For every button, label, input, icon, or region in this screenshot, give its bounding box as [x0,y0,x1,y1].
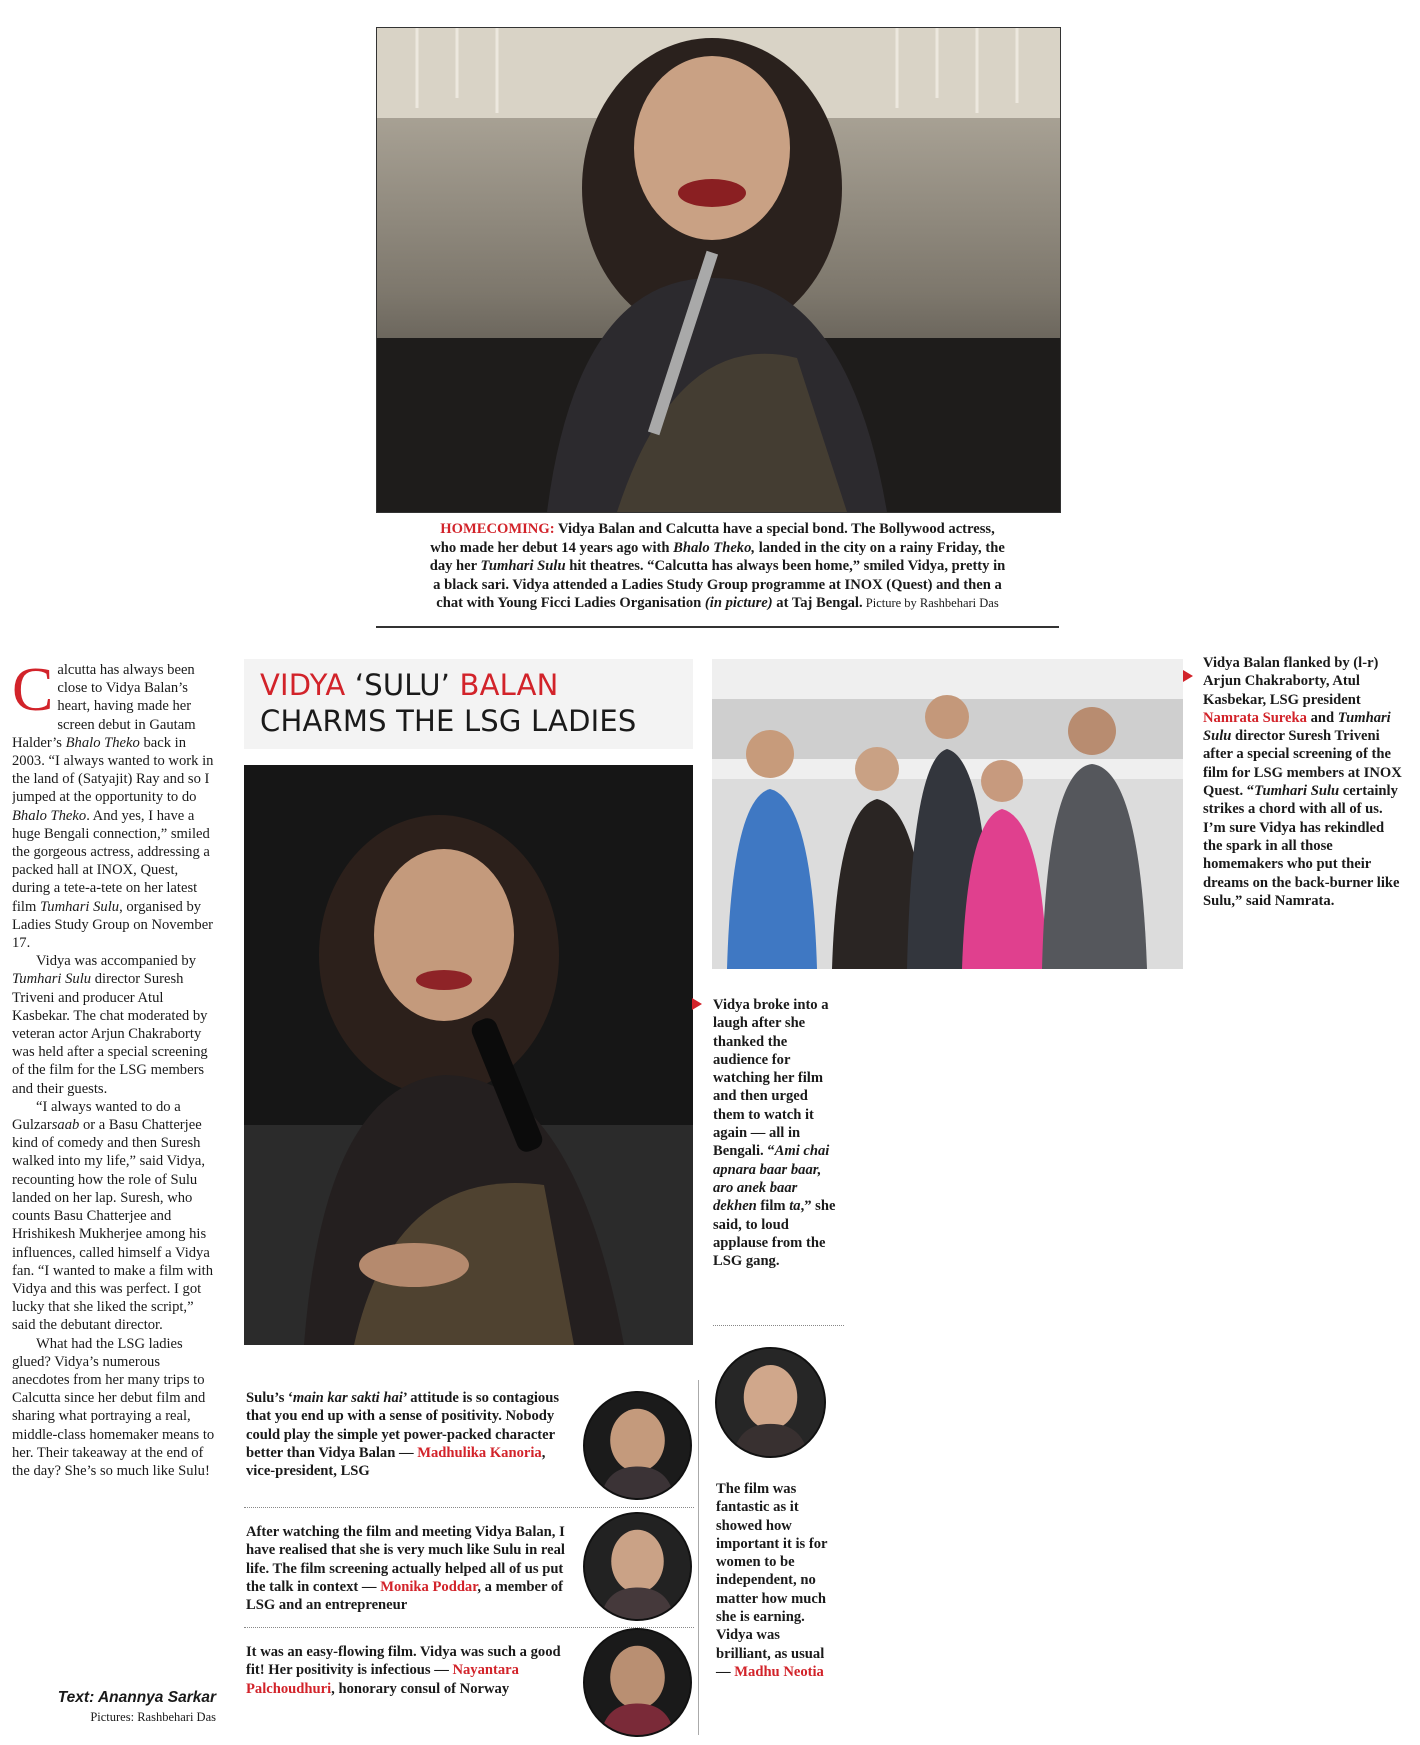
pictures-credit: Pictures: Rashbehari Das [90,1710,216,1724]
quote-divider-1 [244,1507,694,1508]
top-photo-caption: HOMECOMING: Vidya Balan and Calcutta have a special bond. The Bollywood actress, who made her debut 14 years ago with Bhalo Theko, landed in the city on a rainy Friday, the day her Tumhari Sulu hit theatres. “Calcutta has always been home,” smiled Vidya, pretty in a black sari. Vidya attended a Ladies Study Group programme at INOX (Quest) and then a chat with Young Ficci Ladies Organisation (in picture) at Taj Bengal. Picture by Rashbehari Das [429,521,1006,612]
group-photo [712,659,1183,969]
column-divider [698,1380,699,1735]
pointer-triangle-group [1183,670,1193,682]
quote-madhulika: Sulu’s ‘main kar sakti hai’ attitude is so contagious that you end up with a sense of positivity. Nobody could play the simple yet power-packed character better than Vidya Balan — Madhulika Kanoria, vice-president, LSG [246,1390,560,1480]
caption-divider [376,626,1059,628]
photo-credit: Picture by Rashbehari Das [862,596,999,611]
middle-photo-vidya-smiling [244,765,693,1345]
avatar-monika [583,1512,692,1621]
quote-divider-2 [244,1627,694,1628]
pointer-triangle-laugh [692,998,702,1010]
dropcap: C [12,661,54,724]
quote-monika: After watching the film and meeting Vidya Balan, I have realised that she is very much like Sulu in real life. The film screening actually helped all of us put the talk in context — Monika Poddar, a member of LSG and an entrepreneur [246,1524,565,1614]
headline-box [244,659,693,749]
quote-madhu: The film was fantastic as it showed how important it is for women to be independent, no matter how much she is earning. Vidya was brilliant, as usual — Madhu Neotia [716,1481,828,1680]
laugh-caption: Vidya broke into a laugh after she thanked the audience for watching her film and then urged them to watch it again — all in Bengali. “Ami chai apnara baar baar, aro anek baar dekhen film ta,” she said, to loud applause from the LSG gang. [713,997,836,1270]
avatar-madhulika [583,1391,692,1500]
article-body: Calcutta has always been close to Vidya Balan’s heart, having made her screen debut in Gautam Halder’s Bhalo Theko back in 2003. “I always wanted to work in the land of (Satyajit) Ray and so I jumped at the opportunity to do Bhalo Theko. And yes, I have a huge Bengali connection,” smiled the gorgeous actress, addressing a packed hall at INOX, Quest, during a tete-a-tete on her latest film Tumhari Sulu, organised by Ladies Study Group on November 17. Vidya was accompanied by Tumhari Sulu director Suresh Triveni and producer Atul Kasbekar. The chat moderated by veteran actor Arjun Chakraborty was held after a special screening of the film for the LSG members and their guests. “I always wanted to do a Gulzarsaab or a Basu Chatterjee kind of comedy and then Suresh walked into my life,” said Vidya, recounting how the role of Sulu landed on her lap. Suresh, who counts Basu Chatterjee and Hrishikesh Mukherjee among his influences, called himself a Vidya fan. “I wanted to make a film with Vidya and this was perfect. I got lucky that she liked the script,” said the debutant director. What had the LSG ladies glued? Vidya’s numerous anecdotes from her many trips to Calcutta since her debut film and sharing what portraying a real, middle-class homemaker means to her. Their takeaway at the end of the day? She’s so much like Sulu! [12,661,215,1479]
caption-lead: HOMECOMING: [440,521,555,537]
laugh-caption-divider [713,1325,844,1326]
byline: Text: Anannya Sarkar [57,1689,216,1706]
headline: VIDYA ‘SULU’ BALAN CHARMS THE LSG LADIES [260,668,637,738]
group-photo-caption: Vidya Balan flanked by (l-r) Arjun Chakraborty, Atul Kasbekar, LSG president Namrata Sureka and Tumhari Sulu director Suresh Triveni after a special screening of the film for LSG members at INOX Quest. “Tumhari Sulu certainly strikes a chord with all of us. I’m sure Vidya has rekindled the spark in all those homemakers who put their dreams on the back-burner like Sulu,” said Namrata. [1203,655,1402,909]
avatar-nayantara [583,1628,692,1737]
avatar-madhu [715,1347,826,1458]
top-photo-vidya-microphone [376,27,1061,513]
quote-nayantara: It was an easy-flowing film. Vidya was such a good fit! Her positivity is infectious — Nayantara Palchoudhuri, honorary consul of Norway [246,1644,561,1697]
